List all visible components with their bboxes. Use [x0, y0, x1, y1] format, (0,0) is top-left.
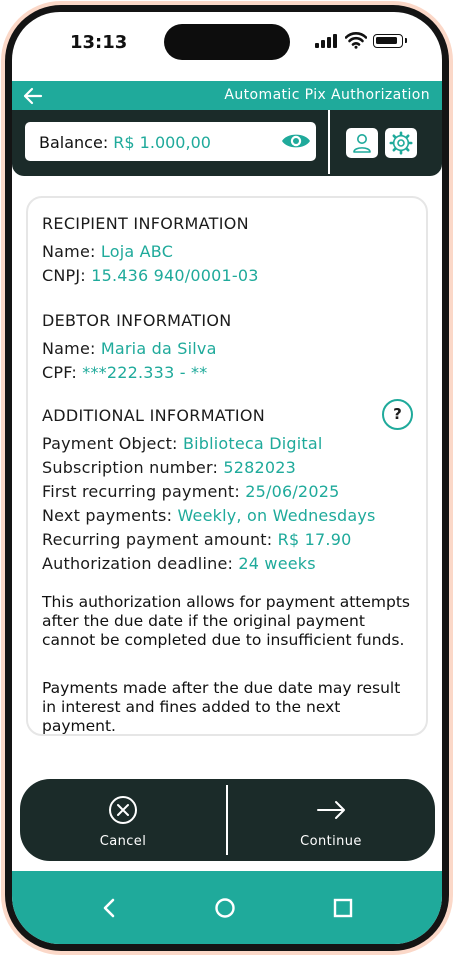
retry-notice: This authorization allows for payment attempts after the due date if the original payment cannot be completed due to insufficient funds.	[42, 593, 411, 649]
circle-home-icon[interactable]	[212, 895, 238, 921]
info-value: 24 weeks	[238, 554, 316, 573]
recipient-name-label: Name:	[42, 242, 96, 261]
back-arrow-icon[interactable]	[20, 83, 46, 109]
debtor-name-row	[42, 339, 217, 358]
info-label: Subscription number:	[42, 458, 219, 477]
gear-icon	[389, 131, 413, 155]
info-row-next-payments	[42, 506, 376, 525]
page-title: Automatic Pix Authorization	[224, 87, 430, 103]
debtor-name-value: Maria da Silva	[100, 339, 217, 358]
recipient-name-row	[42, 242, 173, 261]
account-header	[12, 110, 442, 176]
system-nav-bar	[12, 871, 442, 944]
balance-text	[39, 133, 211, 152]
square-icon[interactable]	[330, 895, 356, 921]
balance-label: Balance:	[39, 133, 109, 152]
info-label: Authorization deadline:	[42, 554, 234, 573]
continue-label: Continue	[300, 834, 362, 849]
wifi-icon	[345, 31, 367, 49]
title-bar	[12, 81, 442, 110]
info-row-recurring-amount	[42, 530, 351, 549]
debtor-name-label: Name:	[42, 339, 96, 358]
info-value: 5282023	[223, 458, 297, 477]
battery-icon	[373, 34, 403, 48]
profile-button[interactable]	[346, 128, 378, 158]
info-row-subscription-number	[42, 458, 296, 477]
eye-icon[interactable]	[280, 129, 312, 153]
action-bar	[20, 779, 435, 861]
chevron-left-icon[interactable]	[97, 895, 123, 921]
info-value: Weekly, on Wednesdays	[177, 506, 376, 525]
signal-icon	[315, 34, 339, 48]
balance-value: R$ 1.000,00	[113, 133, 211, 152]
info-row-authorization-deadline	[42, 554, 316, 573]
debtor-section-title: DEBTOR INFORMATION	[42, 311, 232, 330]
cancel-label: Cancel	[99, 834, 147, 849]
header-divider	[328, 110, 330, 174]
status-bar	[12, 12, 442, 80]
dynamic-island	[164, 24, 290, 60]
info-label: Payment Object:	[42, 434, 178, 453]
authorization-card	[26, 196, 428, 736]
recipient-cnpj-row	[42, 266, 259, 285]
user-icon	[350, 131, 374, 155]
recipient-cnpj-label: CNPJ:	[42, 266, 86, 285]
cancel-button[interactable]	[20, 779, 226, 861]
phone-screen	[12, 12, 442, 944]
arrow-right-icon	[316, 795, 346, 825]
debtor-cpf-row	[42, 363, 207, 382]
info-row-first-payment	[42, 482, 339, 501]
settings-button[interactable]	[385, 128, 417, 158]
debtor-cpf-value: ***222.333 - **	[82, 363, 208, 382]
continue-button[interactable]	[228, 779, 434, 861]
info-label: Next payments:	[42, 506, 173, 525]
info-value: Biblioteca Digital	[182, 434, 323, 453]
recipient-name-value: Loja ABC	[100, 242, 174, 261]
status-time: 13:13	[70, 32, 128, 53]
info-value: R$ 17.90	[277, 530, 352, 549]
info-label: Recurring payment amount:	[42, 530, 273, 549]
info-row-payment-object	[42, 434, 323, 453]
close-circle-icon	[108, 795, 138, 825]
late-payment-notice: Payments made after the due date may result in interest and fines added to the next payment.	[42, 679, 401, 735]
balance-box	[25, 122, 316, 161]
help-button[interactable]: ?	[382, 399, 413, 430]
additional-section-title: ADDITIONAL INFORMATION	[42, 406, 266, 425]
debtor-cpf-label: CPF:	[42, 363, 77, 382]
info-label: First recurring payment:	[42, 482, 240, 501]
recipient-section-title: RECIPIENT INFORMATION	[42, 214, 249, 233]
recipient-cnpj-value: 15.436 940/0001-03	[91, 266, 259, 285]
info-value: 25/06/2025	[245, 482, 340, 501]
